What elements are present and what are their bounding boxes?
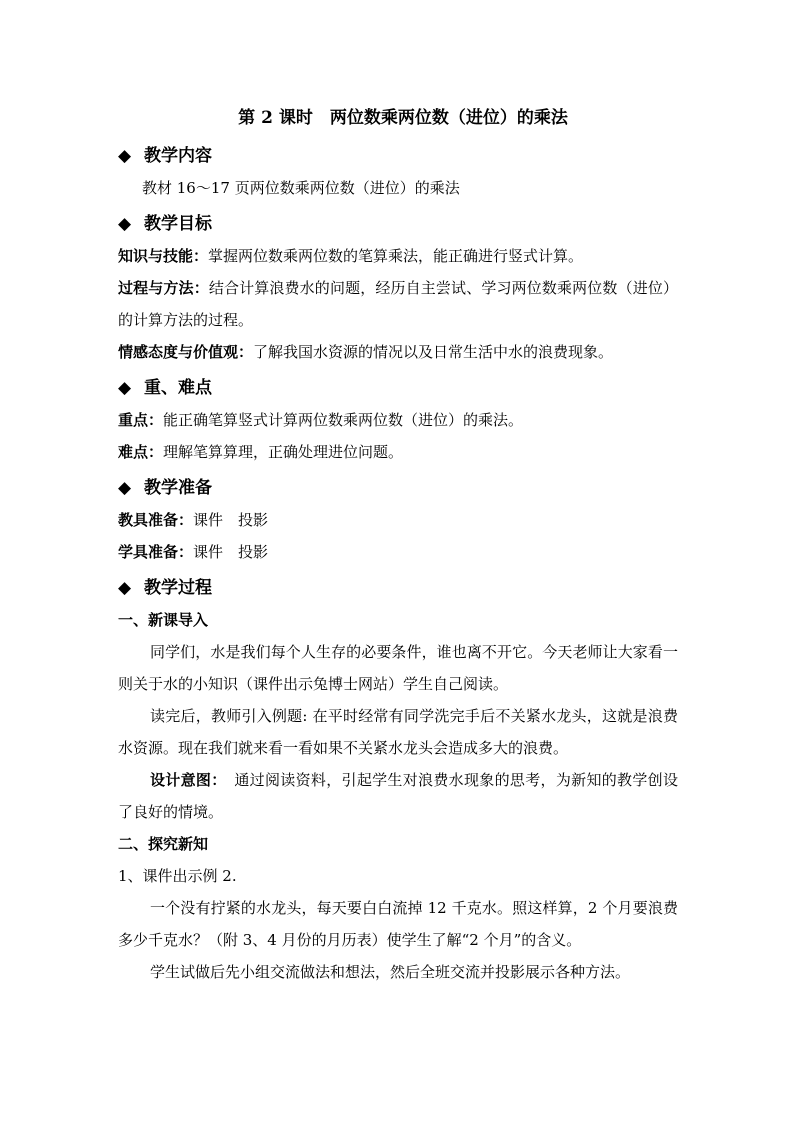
diamond-bullet-icon: ◆ — [118, 378, 132, 398]
document-page — [118, 106, 678, 988]
key-label: 重点： — [118, 411, 164, 429]
key-label: 难点： — [118, 443, 164, 461]
goal-label: 情感态度与价值观： — [118, 343, 254, 361]
design-intent-label: 设计意图： — [150, 771, 220, 789]
heading-text: 重、难点 — [144, 378, 212, 398]
explore-paragraph-2: 学生试做后先小组交流做法和想法，然后全班交流并投影展示各种方法。 — [150, 963, 631, 981]
difficult-point-item — [118, 436, 678, 468]
diamond-bullet-icon: ◆ — [118, 478, 132, 498]
intro-paragraph-2: 读完后，教师引入例题: 在平时经常有同学洗完手后不关紧水龙头，这就是浪费水资源。现在我们就来看一看如果不关紧水龙头会造成多大的浪费。 — [118, 707, 678, 757]
section-heading-key-points — [118, 372, 678, 404]
goal-text: 结合计算浪费水的问题，经历自主尝试、学习两位数乘两位数（进位）的计算方法的过程。 — [118, 279, 678, 329]
heading-text: 教学过程 — [144, 578, 212, 598]
goal-item-process — [118, 272, 678, 336]
heading-text: 教学准备 — [144, 478, 212, 498]
page-title: 第 2 课时 两位数乘两位数（进位）的乘法 — [238, 108, 568, 128]
section-heading-preparation — [118, 472, 678, 504]
key-point-item — [118, 404, 678, 436]
goal-text: 了解我国水资源的情况以及日常生活中水的浪费现象。 — [253, 343, 614, 361]
section-heading-process — [118, 572, 678, 604]
design-intent — [118, 764, 678, 828]
heading-text: 教学内容 — [144, 146, 212, 166]
goal-item-knowledge — [118, 240, 678, 272]
diamond-bullet-icon: ◆ — [118, 214, 132, 234]
explore-paragraph-1: 一个没有拧紧的水龙头，每天要白白流掉 12 千克水。照这样算，2 个月要浪费多少千克水？（附 3、4 月份的月历表）使学生了解“2 个月”的含义。 — [118, 899, 678, 949]
prep-item-teacher — [118, 504, 678, 536]
design-intent-text: 通过阅读资料，引起学生对浪费水现象的思考，为新知的教学创设了良好的情境。 — [118, 771, 678, 821]
intro-paragraph-1: 同学们，水是我们每个人生存的必要条件，谁也离不开它。今天老师让大家看一则关于水的小知识（课件出示兔博士网站）学生自己阅读。 — [118, 643, 678, 693]
explore-step-1: 1、课件出示例 2. — [118, 867, 237, 885]
subsection-title-explore: 二、探究新知 — [118, 835, 209, 853]
key-text: 理解笔算算理，正确处理进位问题。 — [163, 443, 404, 461]
heading-text: 教学目标 — [144, 214, 212, 234]
content-text: 教材 16～17 页两位数乘两位数（进位）的乘法 — [142, 179, 460, 197]
diamond-bullet-icon: ◆ — [118, 578, 132, 598]
prep-item-student — [118, 536, 678, 568]
key-text: 能正确笔算竖式计算两位数乘两位数（进位）的乘法。 — [163, 411, 524, 429]
subsection-title-intro: 一、新课导入 — [118, 611, 209, 629]
section-heading-goals — [118, 208, 678, 240]
prep-text: 课件 投影 — [193, 511, 269, 529]
goal-label: 知识与技能： — [118, 247, 209, 265]
section-heading-content — [118, 140, 678, 172]
diamond-bullet-icon: ◆ — [118, 146, 132, 166]
prep-text: 课件 投影 — [193, 543, 269, 561]
goal-item-attitude — [118, 336, 678, 368]
prep-label: 学具准备： — [118, 543, 194, 561]
goal-text: 掌握两位数乘两位数的笔算乘法，能正确进行竖式计算。 — [208, 247, 584, 265]
goal-label: 过程与方法： — [118, 279, 209, 297]
prep-label: 教具准备： — [118, 511, 194, 529]
